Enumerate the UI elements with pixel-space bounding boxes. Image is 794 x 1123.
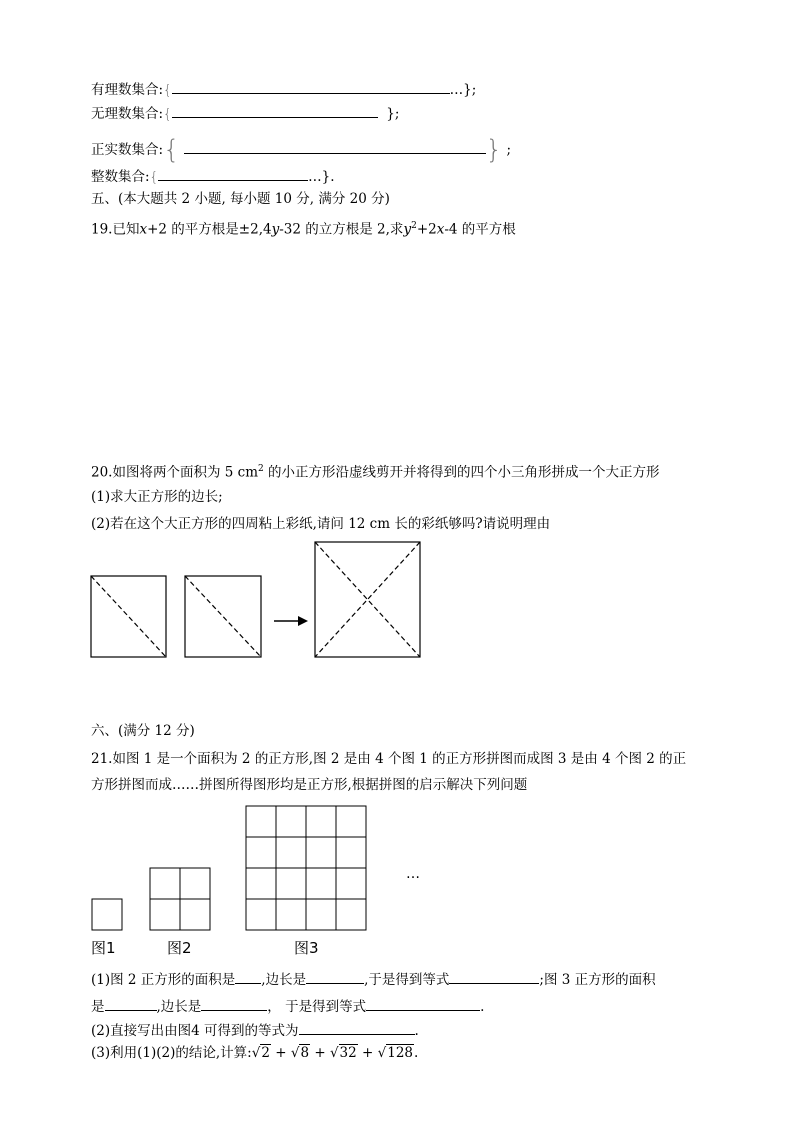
q21-p3-a: (3)利用(1)(2)的结论,计算:: [91, 1045, 252, 1061]
fig1-label: 图1: [91, 939, 116, 957]
large-square: [315, 542, 420, 657]
fig3-side-blank[interactable]: [201, 997, 267, 1011]
plus-1: +: [275, 1045, 287, 1061]
q19-prefix: 19.已知: [91, 221, 140, 238]
q21-p1-b: ,边长是: [261, 972, 307, 988]
fig4-equation-blank[interactable]: [299, 1021, 415, 1035]
integer-set-line: [91, 167, 335, 186]
rational-set-label: 有理数集合:: [91, 82, 164, 98]
q19-var-y2: y: [403, 221, 412, 238]
small-square-1: [91, 576, 166, 657]
q20-sub2: (2)若在这个大正方形的四周粘上彩纸,请问 12 cm 长的彩纸够吗?请说明理由: [91, 516, 551, 532]
integer-set-label: 整数集合:: [91, 169, 150, 185]
positive-real-set-open-brace: {: [163, 135, 180, 165]
q19-text: [91, 217, 516, 239]
irrational-set-close: };: [386, 106, 400, 122]
q20-text-b: 的小正方形沿虚线剪开并将得到的四个小三角形拼成一个大正方形: [263, 464, 660, 481]
q21-line2: 方形拼图而成……拼图所得图形均是正方形,根据拼图的启示解决下列问题: [91, 777, 528, 793]
rational-set-line: [91, 80, 476, 99]
fig2-side-blank[interactable]: [306, 970, 364, 984]
positive-real-set-line: [91, 135, 512, 165]
q21-p2-b: .: [414, 1023, 419, 1039]
positive-real-set-close-brace: }: [485, 135, 503, 165]
q21-p3-end: .: [414, 1045, 419, 1061]
q20-sub1: (1)求大正方形的边长;: [91, 489, 223, 505]
q19-part1: +2 的平方根是±2,4: [147, 221, 272, 238]
q19-var-y: y: [271, 221, 280, 238]
q19-part3: +2: [416, 221, 437, 238]
integer-set-close: …}.: [308, 169, 335, 185]
rational-set-close: …};: [449, 82, 477, 98]
q19-var-x2: x: [436, 221, 445, 238]
positive-real-set-label: 正实数集合:: [91, 142, 164, 158]
integer-set-open-brace: {: [149, 169, 159, 185]
q21-part1-line1: [91, 970, 656, 989]
q21-p1-h: .: [480, 999, 485, 1015]
q21-part2: [91, 1021, 419, 1040]
section5-heading: 五、(本大题共 2 小题, 每小题 10 分, 满分 20 分): [91, 191, 390, 207]
q21-part3: [91, 1044, 418, 1062]
fig-ellipsis: …: [406, 866, 421, 882]
q19-var-x: x: [139, 221, 148, 238]
positive-real-set-blank[interactable]: [184, 140, 486, 154]
fig3-grid: [246, 806, 366, 930]
q19-part4: -4 的平方根: [444, 221, 516, 238]
q21-p1-d: ;图 3 正方形的面积: [539, 972, 656, 988]
plus-3: +: [362, 1045, 374, 1061]
fig2-area-blank[interactable]: [235, 970, 261, 984]
fig2-equation-blank[interactable]: [449, 970, 539, 984]
fig2-label: 图2: [167, 939, 192, 957]
fig3-equation-blank[interactable]: [366, 997, 480, 1011]
sqrt-8: √8: [290, 1045, 310, 1061]
irrational-set-blank[interactable]: [172, 104, 378, 118]
q20-text-a: 20.如图将两个面积为 5 cm: [91, 464, 259, 481]
sqrt-128: √128: [377, 1045, 414, 1061]
q21-part1-line2: [91, 997, 484, 1016]
q21-p2-a: (2)直接写出由图4 可得到的等式为: [91, 1023, 299, 1039]
q21-p1-a: (1)图 2 正方形的面积是: [91, 972, 236, 988]
q21-p1-g: ， 于是得到等式: [267, 999, 367, 1015]
fig3-label: 图3: [294, 939, 319, 957]
rational-set-blank[interactable]: [172, 80, 450, 94]
q19-part2: -32 的立方根是 2,求: [279, 221, 404, 238]
fig1-square: [92, 899, 122, 930]
q21-p1-e: 是: [91, 999, 105, 1015]
q19-sup: 2: [411, 221, 417, 231]
positive-real-set-end: ;: [506, 142, 512, 158]
fig3-area-blank[interactable]: [105, 997, 157, 1011]
integer-set-blank[interactable]: [158, 167, 308, 181]
plus-2: +: [314, 1045, 326, 1061]
sqrt-32: √32: [329, 1045, 357, 1061]
arrow-icon: [274, 616, 308, 626]
irrational-set-open-brace: {: [163, 106, 172, 122]
rational-set-open-brace: {: [163, 82, 172, 98]
irrational-set-label: 无理数集合:: [91, 106, 164, 122]
sqrt-2: √2: [251, 1045, 270, 1061]
fig2-grid: [150, 868, 210, 930]
q20-text: [91, 460, 660, 482]
q21-line1: 21.如图 1 是一个面积为 2 的正方形,图 2 是由 4 个图 1 的正方形拼图而成图 3 是由 4 个图 2 的正: [91, 751, 687, 767]
q21-p1-c: ,于是得到等式: [364, 972, 450, 988]
irrational-set-line: [91, 104, 399, 123]
section6-heading: 六、(满分 12 分): [91, 723, 195, 739]
q20-sup: 2: [258, 464, 264, 474]
small-square-2: [185, 576, 261, 657]
q21-p1-f: ,边长是: [156, 999, 202, 1015]
